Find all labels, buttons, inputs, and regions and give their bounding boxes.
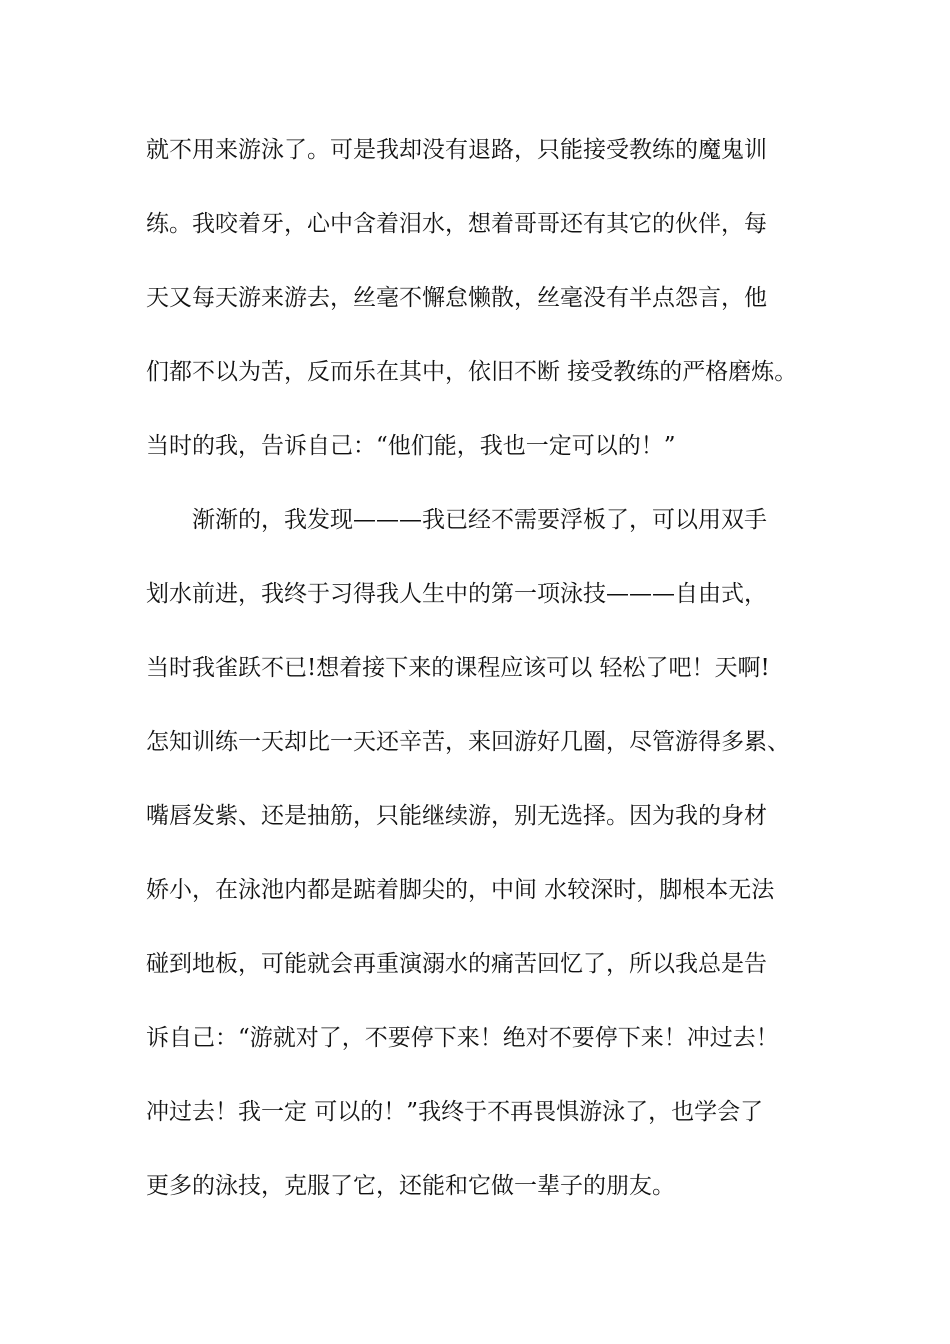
text-line: 怎知训练一天却比一天还辛苦，来回游好几圈，尽管游得多累、 (146, 729, 790, 755)
text-line: 更多的泳技，克服了它，还能和它做一辈子的朋友。 (146, 1173, 675, 1199)
text-line: 天又每天游来游去，丝毫不懈怠懒散，丝毫没有半点怨言，他 (146, 285, 767, 311)
text-line: 碰到地板，可能就会再重演溺水的痛苦回忆了，所以我总是告 (146, 951, 767, 977)
text-line: 当时的我，告诉自己：“他们能，我也一定可以的！” (146, 433, 676, 459)
paragraph-first-line: 渐渐的，我发现———我已经不需要浮板了，可以用双手 (192, 507, 767, 533)
text-line: 们都不以为苦，反而乐在其中，依旧不断 接受教练的严格磨炼。 (146, 359, 798, 385)
text-line: 练。我咬着牙，心中含着泪水，想着哥哥还有其它的伙伴，每 (146, 211, 767, 237)
text-line: 冲过去！我一定 可以的！”我终于不再畏惧游泳了，也学会了 (146, 1099, 764, 1125)
text-line: 当时我雀跃不已!想着接下来的课程应该可以 轻松了吧！天啊! (146, 655, 770, 681)
text-line: 嘴唇发紫、还是抽筋，只能继续游，别无选择。因为我的身材 (146, 803, 767, 829)
text-line: 划水前进，我终于习得我人生中的第一项泳技———自由式， (146, 581, 767, 607)
text-line: 诉自己：“游就对了，不要停下来！绝对不要停下来！冲过去！ (146, 1025, 779, 1051)
text-line: 娇小，在泳池内都是踮着脚尖的，中间 水较深时，脚根本无法 (146, 877, 775, 903)
text-line: 就不用来游泳了。可是我却没有退路，只能接受教练的魔鬼训 (146, 137, 767, 163)
